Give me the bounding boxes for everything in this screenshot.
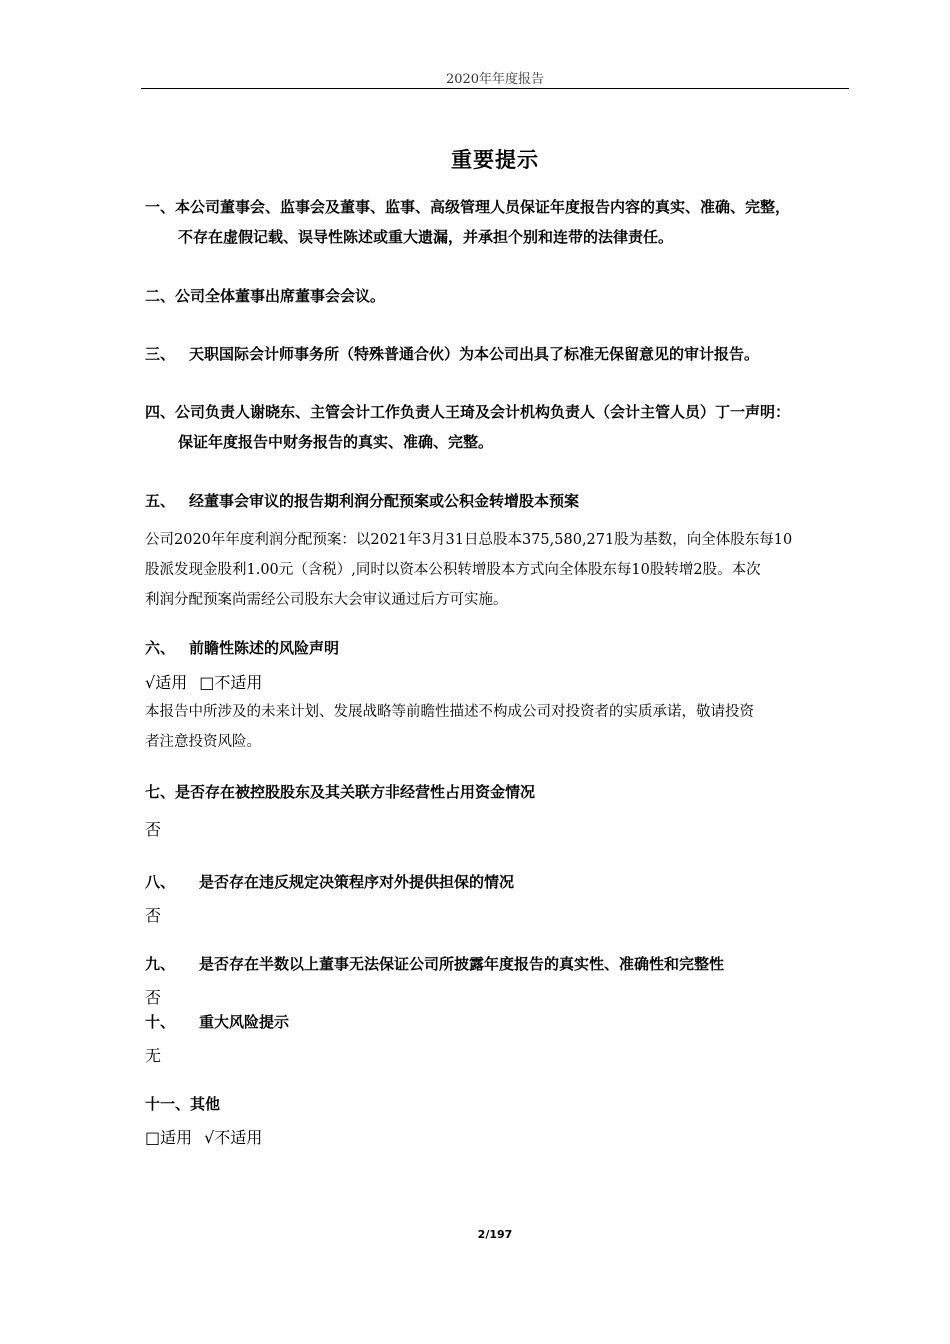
section-6-option-not-applicable: □不适用 [199, 673, 263, 692]
section-5-body-line-1: 公司2020年年度利润分配预案：以2021年3月31日总股本375,580,271股为基数，向全体股东每10 [145, 532, 793, 548]
section-2: 二、公司全体董事出席董事会会议。 [145, 287, 386, 305]
section-10-text: 重大风险提示 [199, 1013, 290, 1031]
section-3-text: 天职国际会计师事务所（特殊普通合伙）为本公司出具了标准无保留意见的审计报告。 [189, 345, 760, 363]
section-3 [145, 339, 853, 369]
section-4-line-2: 保证年度报告中财务报告的真实、准确、完整。 [178, 433, 494, 451]
section-9-answer: 否 [145, 988, 162, 1007]
section-8-heading [145, 867, 853, 897]
section-3-number: 三、 [145, 345, 176, 363]
section-11-option-not-applicable: √不适用 [204, 1128, 263, 1147]
section-11-option-applicable: □适用 [145, 1128, 193, 1147]
section-6-text: 前瞻性陈述的风险声明 [189, 639, 340, 657]
section-6-heading [145, 633, 853, 663]
section-10-number: 十、 [145, 1013, 176, 1031]
section-6-body-line-2: 者注意投资风险。 [145, 734, 261, 750]
section-10-answer: 无 [145, 1046, 162, 1065]
section-1-line-2: 不存在虚假记载、误导性陈述或重大遗漏，并承担个别和连带的法律责任。 [178, 228, 674, 246]
section-7-heading: 七、是否存在被控股股东及其关联方非经营性占用资金情况 [145, 783, 536, 801]
section-9-heading [145, 949, 853, 979]
section-6-body [145, 697, 853, 757]
section-5-body-line-2: 股派发现金股利1.00元（含税）,同时以资本公积转增股本方式向全体股东每10股转增2股。本次 [145, 562, 761, 578]
section-6-number: 六、 [145, 639, 176, 657]
section-8-answer: 否 [145, 906, 162, 925]
section-9-number: 九、 [145, 955, 176, 973]
page-number: 2/197 [477, 1228, 513, 1241]
section-8-text: 是否存在违反规定决策程序对外提供担保的情况 [199, 873, 515, 891]
section-10-heading [145, 1007, 853, 1037]
header-divider [141, 88, 849, 89]
section-5-heading [145, 486, 853, 516]
section-6-body-line-1: 本报告中所涉及的未来计划、发展战略等前瞻性描述不构成公司对投资者的实质承诺，敬请投资 [145, 704, 754, 720]
section-9-text: 是否存在半数以上董事无法保证公司所披露年度报告的真实性、准确性和完整性 [199, 955, 725, 973]
section-5-body [145, 525, 853, 615]
page-title: 重要提示 [451, 148, 539, 172]
section-11-heading: 十一、其他 [145, 1095, 221, 1113]
section-8-number: 八、 [145, 873, 176, 891]
section-6-options [145, 668, 853, 698]
section-1-line-1: 一、本公司董事会、监事会及董事、监事、高级管理人员保证年度报告内容的真实、准确、完整， [145, 198, 791, 216]
section-5-text: 经董事会审议的报告期利润分配预案或公积金转增股本预案 [189, 492, 580, 510]
page-header: 2020年年度报告 [445, 72, 545, 87]
section-1 [145, 192, 853, 252]
section-5-body-line-3: 利润分配预案尚需经公司股东大会审议通过后方可实施。 [145, 592, 508, 608]
section-11-options [145, 1123, 853, 1153]
section-6-option-applicable: √适用 [145, 673, 188, 692]
section-4-line-1: 四、公司负责人谢晓东、主管会计工作负责人王琦及会计机构负责人（会计主管人员）丁一声明： [145, 403, 791, 421]
section-5-number: 五、 [145, 492, 176, 510]
section-4 [145, 397, 853, 457]
section-7-answer: 否 [145, 820, 162, 839]
